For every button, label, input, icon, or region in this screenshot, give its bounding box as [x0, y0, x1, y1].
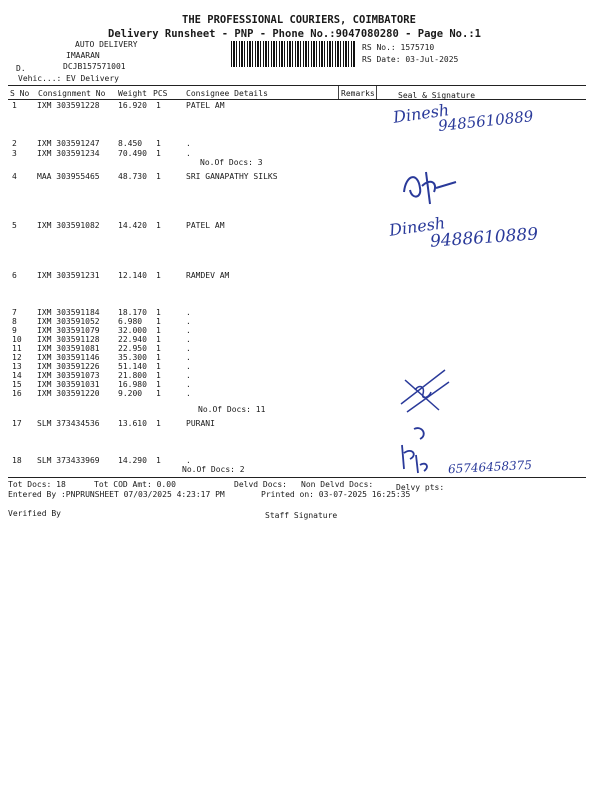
- row-weight: 14.290: [118, 456, 147, 465]
- row-consignment: IXM 303591231: [37, 271, 100, 280]
- row-sno: 10: [12, 335, 22, 344]
- code-label: D.: [16, 64, 26, 73]
- row-sno: 15: [12, 380, 22, 389]
- staff-signature: Staff Signature: [265, 511, 338, 520]
- row-consignment: IXM 303591052: [37, 317, 100, 326]
- row-consignee: .: [186, 149, 191, 158]
- row-sno: 11: [12, 344, 22, 353]
- row-consignment: MAA 303955465: [37, 172, 100, 181]
- row-weight: 18.170: [118, 308, 147, 317]
- row-pcs: 1: [156, 380, 161, 389]
- row-sno: 6: [12, 271, 17, 280]
- row-weight: 12.140: [118, 271, 147, 280]
- row-pcs: 1: [156, 362, 161, 371]
- row-sno: 18: [12, 456, 22, 465]
- row-weight: 16.920: [118, 101, 147, 110]
- row-consignee: PATEL AM: [186, 221, 225, 230]
- row-pcs: 1: [156, 317, 161, 326]
- signature-name-1: Dinesh: [391, 100, 451, 127]
- row-consignment: IXM 303591226: [37, 362, 100, 371]
- row-consignee: .: [186, 326, 191, 335]
- row-consignee: SRI GANAPATHY SILKS: [186, 172, 278, 181]
- row-pcs: 1: [156, 456, 161, 465]
- col-remarks: Remarks: [341, 89, 375, 98]
- remarks-divider-left: [338, 86, 339, 99]
- rs-number: RS No.: 1575710: [362, 43, 435, 52]
- row-consignment: IXM 303591128: [37, 335, 100, 344]
- row-sno: 1: [12, 101, 17, 110]
- row-sno: 13: [12, 362, 22, 371]
- row-sno: 16: [12, 389, 22, 398]
- row-consignment: IXM 303591073: [37, 371, 100, 380]
- row-pcs: 1: [156, 371, 161, 380]
- company-title: THE PROFESSIONAL COURIERS, COIMBATORE: [182, 14, 416, 26]
- remarks-divider-right: [376, 86, 377, 99]
- stamp-scribble-icon: [395, 360, 455, 420]
- row-consignee: .: [186, 456, 191, 465]
- row-consignee: RAMDEV AM: [186, 271, 230, 280]
- row-consignment: IXM 303591146: [37, 353, 100, 362]
- row-consignee: PATEL AM: [186, 101, 225, 110]
- row-consignee: .: [186, 362, 191, 371]
- row-consignment: IXM 303591184: [37, 308, 100, 317]
- row-pcs: 1: [156, 353, 161, 362]
- header-top-line: [8, 85, 586, 86]
- row-consignee: .: [186, 139, 191, 148]
- row-consignee: .: [186, 335, 191, 344]
- row-pcs: 1: [156, 389, 161, 398]
- row-consignment: IXM 303591081: [37, 344, 100, 353]
- row-sno: 17: [12, 419, 22, 428]
- row-pcs: 1: [156, 308, 161, 317]
- row-pcs: 1: [156, 419, 161, 428]
- row-pcs: 1: [156, 101, 161, 110]
- row-sno: 12: [12, 353, 22, 362]
- row-consignment: IXM 303591220: [37, 389, 100, 398]
- row-consignment: IXM 303591234: [37, 149, 100, 158]
- row-weight: 32.000: [118, 326, 147, 335]
- runsheet-code: DCJB157571001: [63, 62, 126, 71]
- row-sno: 14: [12, 371, 22, 380]
- row-pcs: 1: [156, 139, 161, 148]
- row-pcs: 1: [156, 149, 161, 158]
- signature-name-2: Dinesh: [387, 213, 447, 240]
- vehicle-label: Vehic...:: [18, 74, 62, 83]
- delvy-pts: Delvy pts:: [396, 483, 445, 492]
- row-weight: 48.730: [118, 172, 147, 181]
- footer-line: [8, 477, 586, 478]
- signature-phone-1: 9485610889: [437, 107, 535, 135]
- rs-date: RS Date: 03-Jul-2025: [362, 55, 459, 64]
- row-pcs: 1: [156, 221, 161, 230]
- verified-by: Verified By: [8, 509, 61, 518]
- col-sno: S No: [10, 89, 30, 98]
- row-sno: 4: [12, 172, 17, 181]
- row-consignee: .: [186, 389, 191, 398]
- row-weight: 9.200: [118, 389, 143, 398]
- delvd-docs: Delvd Docs:: [234, 480, 287, 489]
- row-weight: 22.940: [118, 335, 147, 344]
- row-pcs: 1: [156, 335, 161, 344]
- non-delvd-docs: Non Delvd Docs:: [301, 480, 374, 489]
- signature-scribble-3-icon: [396, 425, 446, 480]
- row-consignment: IXM 303591031: [37, 380, 100, 389]
- row-weight: 70.490: [118, 149, 147, 158]
- row-sno: 8: [12, 317, 17, 326]
- row-consignee: PURANI: [186, 419, 215, 428]
- signature-phone-3: 65746458375: [447, 457, 533, 477]
- row-sno: 2: [12, 139, 17, 148]
- row-weight: 8.450: [118, 139, 143, 148]
- row-pcs: 1: [156, 326, 161, 335]
- row-consignment: IXM 303591082: [37, 221, 100, 230]
- row-sno: 7: [12, 308, 17, 317]
- row-weight: 13.610: [118, 419, 147, 428]
- row-consignee: .: [186, 317, 191, 326]
- row-weight: 21.800: [118, 371, 147, 380]
- row-consignee: .: [186, 353, 191, 362]
- tot-cod-amt: Tot COD Amt: 0.00: [94, 480, 176, 489]
- delivery-type: AUTO DELIVERY: [75, 40, 138, 49]
- printed-on: Printed on: 03-07-2025 16:25:35: [261, 490, 411, 499]
- row-sno: 3: [12, 149, 17, 158]
- col-seal-signature: Seal & Signature: [398, 91, 476, 100]
- col-consignee: Consignee Details: [186, 89, 268, 98]
- row-pcs: 1: [156, 271, 161, 280]
- row-consignment: IXM 303591079: [37, 326, 100, 335]
- row-consignment: SLM 373434536: [37, 419, 100, 428]
- row-weight: 14.420: [118, 221, 147, 230]
- barcode: [231, 41, 355, 67]
- row-weight: 35.300: [118, 353, 147, 362]
- col-weight: Weight: [118, 89, 147, 98]
- row-sno: 9: [12, 326, 17, 335]
- row-consignee: .: [186, 344, 191, 353]
- signature-scribble-icon: [396, 164, 466, 209]
- docs-note-1: No.Of Docs: 3: [200, 158, 263, 167]
- docs-note-2: No.Of Docs: 11: [198, 405, 266, 414]
- row-pcs: 1: [156, 172, 161, 181]
- row-consignee: .: [186, 308, 191, 317]
- signature-phone-2: 9488610889: [429, 224, 539, 252]
- vehicle-value: EV Delivery: [66, 74, 119, 83]
- row-consignment: SLM 373433969: [37, 456, 100, 465]
- tot-docs: Tot Docs: 18: [8, 480, 66, 489]
- row-sno: 5: [12, 221, 17, 230]
- row-consignment: IXM 303591228: [37, 101, 100, 110]
- delivery-person: IMAARAN: [66, 51, 100, 60]
- entered-by: Entered By :PNPRUNSHEET 07/03/2025 4:23:17 PM: [8, 490, 225, 499]
- row-weight: 6.980: [118, 317, 143, 326]
- row-weight: 51.140: [118, 362, 147, 371]
- row-pcs: 1: [156, 344, 161, 353]
- header-bottom-line: [8, 99, 586, 100]
- row-weight: 22.950: [118, 344, 147, 353]
- runsheet-subtitle: Delivery Runsheet - PNP - Phone No.:9047080280 - Page No.:1: [108, 28, 481, 40]
- row-consignment: IXM 303591247: [37, 139, 100, 148]
- row-weight: 16.980: [118, 380, 147, 389]
- col-consignment: Consignment No: [38, 89, 106, 98]
- docs-note-3: No.Of Docs: 2: [182, 465, 245, 474]
- col-pcs: PCS: [153, 89, 168, 98]
- row-consignee: .: [186, 371, 191, 380]
- row-consignee: .: [186, 380, 191, 389]
